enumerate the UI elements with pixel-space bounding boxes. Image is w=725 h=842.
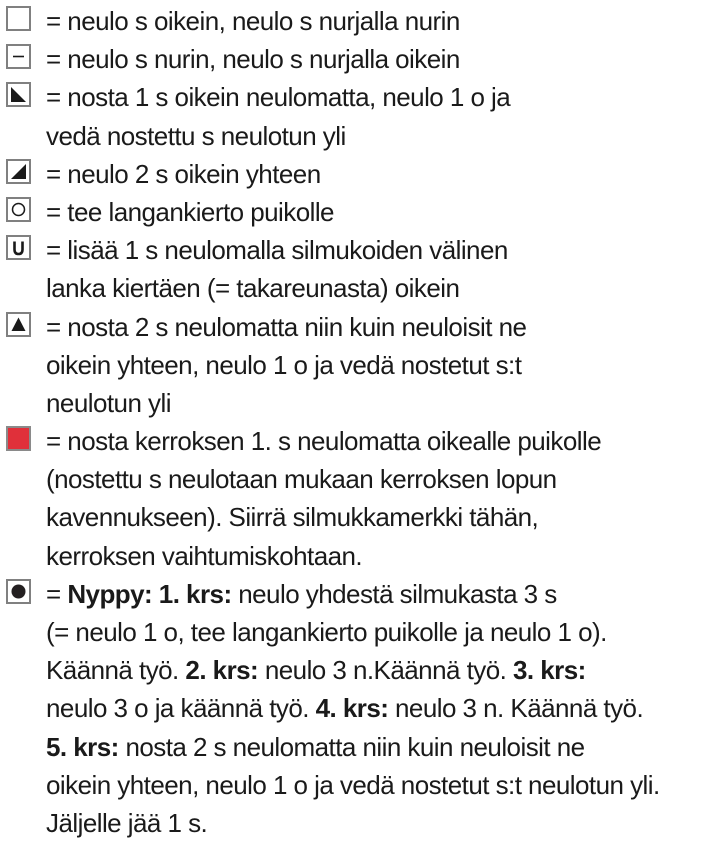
legend-entry-purl — [0, 40, 725, 78]
bold-label: 5. krs: — [46, 731, 119, 762]
legend-entry-yarn-over — [0, 193, 725, 231]
right-triangle-icon — [6, 159, 31, 184]
bold-label: 3. krs: — [512, 655, 586, 686]
legend-text — [0, 804, 725, 842]
text-segment: neulo 3 n.Käännä työ. — [258, 655, 513, 686]
legend-text: = nosta 2 s neulomatta niin kuin neuloisit ne — [46, 311, 527, 342]
legend-text: vedä nostettu s neulotun yli — [46, 120, 346, 151]
legend-entry-slip-knit-pass — [0, 78, 725, 154]
text-segment: neulo 3 n. Käännä työ. — [388, 693, 644, 724]
dash-icon — [6, 44, 31, 69]
text-segment: nosta 2 s neulomatta niin kuin neuloisit ne — [118, 731, 585, 762]
legend-text: kavennukseen). Siirrä silmukkamerkki tähän, — [46, 502, 539, 533]
red-square-icon — [6, 426, 31, 451]
legend-text — [0, 728, 725, 766]
legend-text: = nosta kerroksen 1. s neulomatta oikealle puikolle — [46, 426, 602, 457]
legend-text — [0, 689, 725, 727]
bold-label: Nyppy: 1. krs: — [67, 578, 232, 609]
text-segment: Jäljelle jää 1 s. — [46, 807, 208, 838]
legend-entry-k2tog — [0, 155, 725, 193]
empty-square-icon — [6, 6, 31, 31]
legend-entry-knit — [0, 2, 725, 40]
legend-text: = neulo s oikein, neulo s nurjalla nurin — [46, 6, 460, 36]
text-segment: oikein yhteen, neulo 1 o ja vedä nostetut s:t neulotun yli. — [46, 769, 660, 800]
text-segment: neulo 3 o ja käännä työ. — [46, 693, 316, 724]
legend-text: = neulo 2 s oikein yhteen — [46, 158, 321, 189]
legend-entry-bobble — [0, 575, 725, 842]
legend-text: = tee langankierto puikolle — [46, 196, 334, 227]
bold-label: 2. krs: — [185, 655, 259, 686]
circle-icon — [6, 197, 31, 222]
legend-text: (nostettu s neulotaan mukaan kerroksen lopun — [46, 464, 557, 495]
legend-text: = nosta 1 s oikein neulomatta, neulo 1 o ja — [46, 82, 511, 113]
legend-entry-make-one — [0, 231, 725, 307]
legend-text: = lisää 1 s neulomalla silmukoiden välinen — [46, 235, 508, 266]
legend-text: oikein yhteen, neulo 1 o ja vedä nostetut s:t — [46, 349, 522, 380]
legend-text: neulotun yli — [46, 387, 171, 418]
text-segment: = — [46, 578, 68, 609]
legend-text — [0, 613, 725, 651]
legend-text — [0, 766, 725, 804]
legend-text: kerroksen vaihtumiskohtaan. — [46, 540, 363, 571]
legend-text — [0, 575, 725, 613]
up-triangle-icon — [6, 312, 31, 337]
legend-text: = neulo s nurin, neulo s nurjalla oikein — [46, 44, 460, 75]
legend-entry-central-double-decrease — [0, 308, 725, 423]
legend-text: lanka kiertäen (= takareunasta) oikein — [46, 273, 460, 304]
bold-label: 4. krs: — [315, 693, 389, 724]
text-segment: (= neulo 1 o, tee langankierto puikolle ja neulo 1 o). — [46, 617, 607, 647]
legend-entry-slip-first-stitch — [0, 422, 725, 575]
left-triangle-icon — [6, 82, 31, 107]
legend-text — [0, 651, 725, 689]
filled-circle-icon — [6, 579, 31, 604]
text-segment: neulo yhdestä silmukasta 3 s — [231, 578, 557, 609]
u-letter-icon — [6, 235, 31, 260]
text-segment: Käännä työ. — [46, 655, 186, 686]
